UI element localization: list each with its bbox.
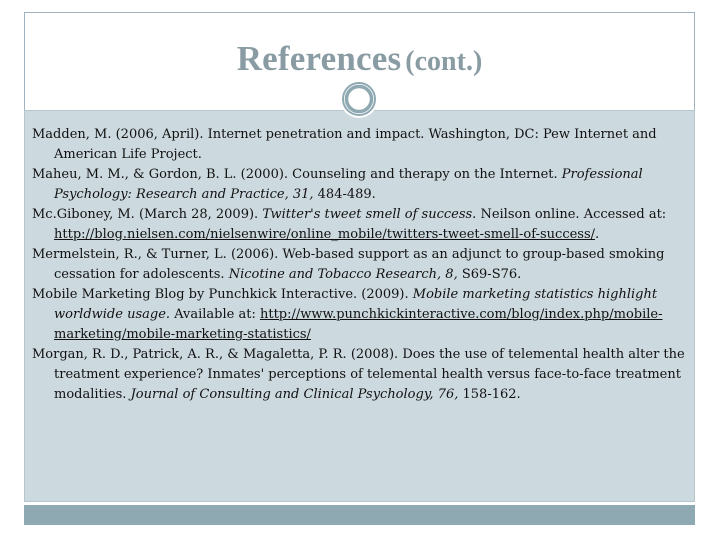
slide-title-sub: (cont.) <box>405 46 483 77</box>
reference-text: Mc.Giboney, M. (March 28, 2009). <box>32 207 263 222</box>
reference-text: Morgan, R. D., Patrick, A. R., & Magaletta, P. R. (2008). Does the use of telemental health alter the treatment experience? Inmates' perceptions of telemental health versus face-to-face treatment modalities. <box>32 347 685 402</box>
reference-text: Mermelstein, R., & Turner, L. (2006). Web-based support as an adjunct to group-based smoking cessation for adolescents. <box>32 247 665 282</box>
reference-entry <box>32 125 687 165</box>
reference-text: Available at: <box>170 307 260 322</box>
reference-source-title: Twitter's tweet smell of success. <box>262 207 477 222</box>
reference-list <box>32 125 687 405</box>
reference-link[interactable]: http://blog.nielsen.com/nielsenwire/online_mobile/twitters-tweet-smell-of-success/ <box>54 227 596 242</box>
reference-source-title: Mobile marketing statistics highlight worldwide usage. <box>54 287 658 322</box>
reference-text: Madden, M. (2006, April). Internet penetration and impact. Washington, DC: Pew Internet and American Life Project. <box>32 127 657 162</box>
reference-text: Maheu, M. M., & Gordon, B. L. (2000). Counseling and therapy on the Internet. <box>32 167 562 182</box>
reference-entry <box>32 205 687 245</box>
reference-text: . <box>595 227 600 242</box>
slide-title <box>25 39 694 79</box>
reference-entry <box>32 245 687 285</box>
slide-title-main: References <box>236 39 402 78</box>
reference-link[interactable]: http://www.punchkickinteractive.com/blog/index.php/mobile-marketing/mobile-marketing-statistics/ <box>54 307 663 342</box>
reference-entry <box>32 285 687 345</box>
reference-source-title: Journal of Consulting and Clinical Psychology, 76, <box>130 387 459 402</box>
reference-text: Mobile Marketing Blog by Punchkick Interactive. (2009). <box>32 287 413 302</box>
reference-entry <box>32 165 687 205</box>
footer-bar <box>24 505 695 525</box>
reference-text: S69-S76. <box>457 267 522 282</box>
reference-text: 484-489. <box>313 187 376 202</box>
ring-icon <box>340 80 378 118</box>
reference-text: Neilson online. Accessed at: <box>476 207 667 222</box>
reference-entry <box>32 345 687 405</box>
reference-text: 158-162. <box>458 387 521 402</box>
reference-source-title: Nicotine and Tobacco Research, 8, <box>228 267 458 282</box>
reference-source-title: Professional Psychology: Research and Practice, 31, <box>54 167 643 202</box>
content-panel <box>24 110 695 502</box>
